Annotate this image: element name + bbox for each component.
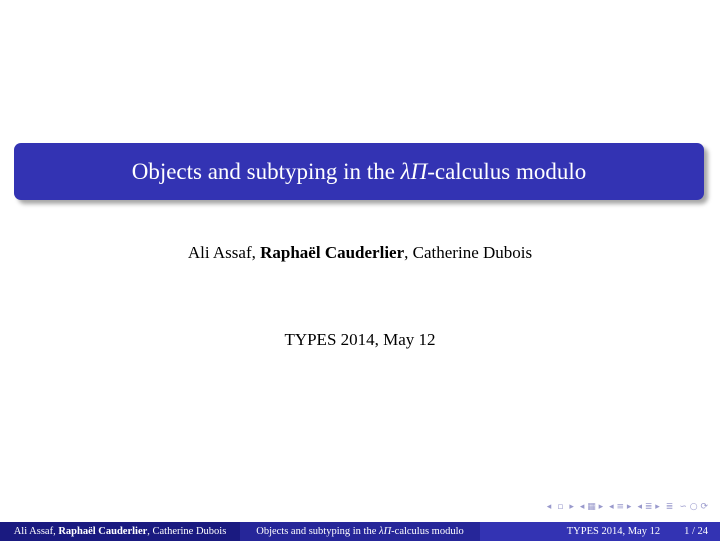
authors-line (0, 243, 720, 263)
footer-info (480, 522, 720, 541)
footer-page-number: 1 / 24 (684, 526, 708, 537)
footer-author-2: Raphaël Cauderlier (58, 526, 148, 537)
footer-title-math: λΠ (379, 526, 392, 537)
footer-title-post: -calculus modulo (391, 526, 464, 537)
nav-subsection-icon[interactable]: ◂ ▦ ▸ (579, 502, 604, 512)
footer-authors (0, 522, 240, 541)
author-2-presenter: Raphaël Cauderlier (260, 243, 405, 262)
author-1: Ali Assaf, (187, 243, 261, 262)
slide-title-box (14, 143, 704, 200)
title-math: λΠ (400, 158, 428, 184)
footer-title-pre: Objects and subtyping in the (256, 526, 380, 537)
nav-search-icon[interactable]: ∽ ○ ⟳ (679, 502, 708, 512)
nav-section2-icon[interactable]: ◂ ≣ ▸ (637, 502, 660, 512)
slide-title (132, 159, 587, 185)
footer-title (240, 522, 480, 541)
author-3: , Catherine Dubois (404, 243, 533, 262)
footer-author-3: , Catherine Dubois (147, 526, 227, 537)
nav-frame-icon[interactable]: ▫ (557, 502, 564, 512)
nav-section-icon[interactable]: ◂ ≡ ▸ (609, 502, 632, 512)
title-post: -calculus modulo (427, 158, 587, 184)
footer-author-1: Ali Assaf, (13, 526, 59, 537)
nav-right-icon[interactable]: ▸ (569, 502, 574, 512)
event-line: TYPES 2014, May 12 (284, 330, 436, 349)
nav-left-icon[interactable]: ◂ (546, 502, 552, 512)
title-pre: Objects and subtyping in the (131, 158, 401, 184)
nav-align-icon[interactable]: ≣ (665, 502, 674, 512)
footer-bar (0, 522, 720, 541)
beamer-nav-bar[interactable] (547, 502, 708, 512)
footer-date: TYPES 2014, May 12 (566, 526, 661, 537)
